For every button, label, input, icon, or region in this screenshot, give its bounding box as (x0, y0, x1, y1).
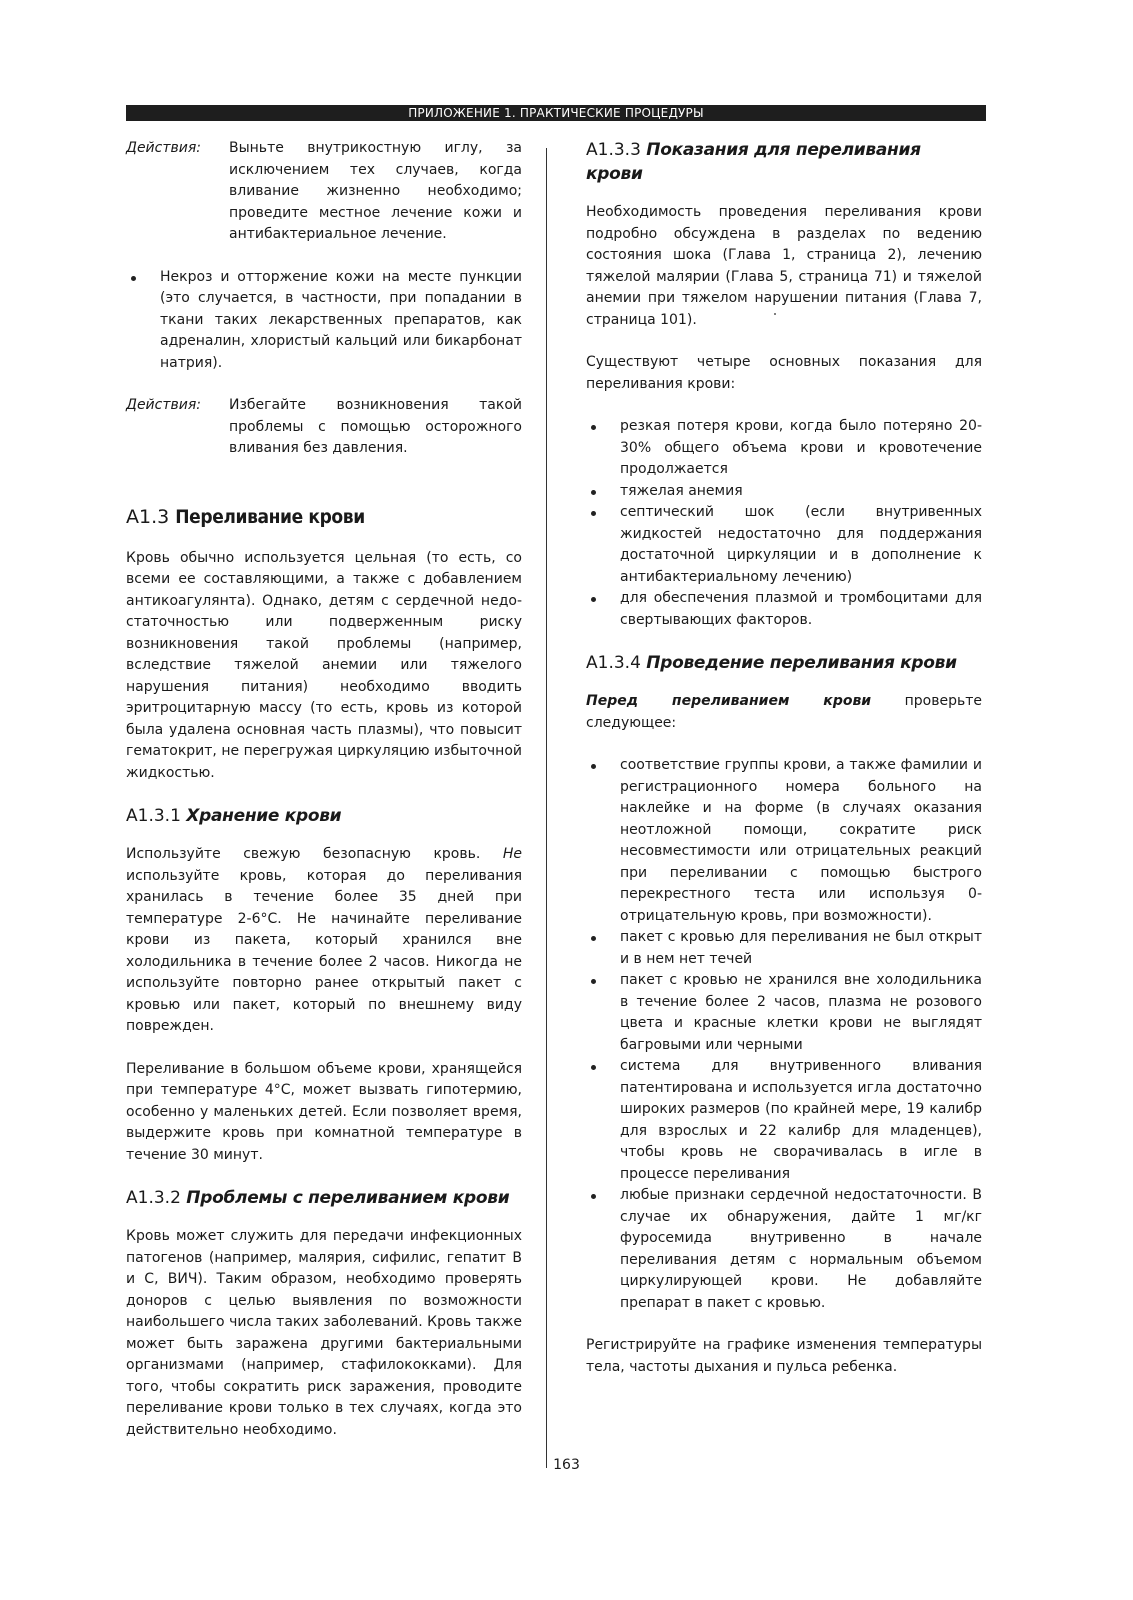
indications-list (586, 416, 982, 631)
running-header: ПРИЛОЖЕНИЕ 1. ПРАКТИЧЕСКИЕ ПРОЦЕДУРЫ (126, 105, 986, 121)
section-number: A1.3 (126, 505, 170, 528)
list-item: пакет с кровью не хранился вне холодильника в течение более 2 часов, плазма не розового цвета и красные клетки крови не выглядят багровыми или черными (586, 970, 982, 1056)
section-number: A1.3.1 (126, 806, 181, 826)
section-title: Хранение крови (186, 806, 342, 826)
section-heading-a133 (586, 138, 982, 186)
section-heading-a131 (126, 804, 522, 828)
paragraph: Регистрируйте на графике изменения температуры тела, частоты дыхания и пульса ребенка. (586, 1337, 982, 1375)
paragraph: Перед переливанием крови проверьте следующее: (586, 693, 982, 731)
paragraph: Переливание в большом объеме крови, хранящейся при температуре 4°С, может вызвать гипотермию, особенно у маленьких детей. Если позволяет время, выдержите кровь при комнатной температуре в течение 30 минут. (126, 1060, 522, 1163)
list-item: резкая потеря крови, когда было потеряно 20-30% общего объема крови и кровотечение продолжается (586, 416, 982, 481)
complication-list (126, 267, 522, 375)
section-number: A1.3.4 (586, 653, 641, 673)
list-item: тяжелая анемия (586, 481, 982, 503)
paragraph: Используйте свежую безопасную кровь. Не используйте кровь, которая до переливания хранилась в течение более 35 дней при температуре 2-6°С. Не начинайте переливание крови из пакета, который хранился вне холодильника в течение более 2 часов. Никогда не используйте повторно ранее открытый пакет с кровью или пакет, который по внешнему виду поврежден. (126, 846, 522, 1034)
paragraph: Существуют четыре основных показания для переливания крови: (586, 354, 982, 392)
section-title: Проблемы с переливанием крови (186, 1188, 510, 1208)
section-number: A1.3.2 (126, 1188, 181, 1208)
action-note-2 (126, 395, 522, 460)
paragraph: Необходимость проведения переливания крови подробно обсуждена в разделах по ведению состояния шока (Глава 1, страница 2), лечению тяжелой малярии (Глава 5, страница 71) и тяжелой анемии при тяжелом нарушении питания (Глава 7, страница 101). (586, 204, 982, 328)
column-divider (546, 148, 547, 1468)
left-column (126, 138, 522, 1441)
section-number: A1.3.3 (586, 140, 641, 160)
list-item: Некроз и отторжение кожи на месте пункции (это случается, в частности, при попадании в ткани таких лекарственных препаратов, как адреналин, хлористый кальций или бикарбонат натрия). (126, 267, 522, 375)
action-label: Действия: (126, 397, 201, 413)
paragraph: Кровь обычно используется цельная (то есть, со всеми ее составляющими, а также с добавлением антикоагулянта). Однако, детям с сердечной недо-статочностью или подверженным риску возникновения такой проблемы (например, вследствие тяжелой анемии или тяжелого нарушения питания) необходимо вводить эритроцитарную массу (то есть, кровь из которой была удалена основная часть плазмы), что повысит гематокрит, не перегружая циркуляцию избыточной жидкостью. (126, 549, 522, 781)
action-text: Выньте внутрикостную иглу, за исключением тех случаев, когда вливание жизненно необходимо; проведите местное лечение кожи и антибактериальное лечение. (229, 140, 522, 242)
list-item: любые признаки сердечной недостаточности. В случае их обнаружения, дайте 1 мг/кг фуросемида внутривенно в начале переливания детям с нормальным объемом циркулирующей крови. Не добавляйте препарат в пакет с кровью. (586, 1185, 982, 1314)
action-text: Избегайте возникновения такой проблемы с помощью осторожного вливания без давления. (229, 397, 522, 456)
checklist (586, 755, 982, 1314)
right-column (586, 138, 982, 1378)
action-note-1 (126, 138, 522, 246)
section-heading-a134 (586, 651, 982, 675)
list-item: соответствие группы крови, а также фамилии и регистрационного номера больного на наклейке и на форме (в случаях оказания неотложной помощи, сократите риск несовместимости или отрицательных реакций при переливании с помощью быстрого перекрестного теста или используя 0-отрицательную кровь, при возможности). (586, 755, 982, 927)
section-heading-a13 (126, 504, 522, 530)
section-heading-a132 (126, 1186, 522, 1210)
list-item: септический шок (если внутривенных жидкостей недостаточно для поддержания достаточной циркуляции и в дополнение к антибактериальному лечению) (586, 502, 982, 588)
section-title: Проведение переливания крови (646, 653, 957, 673)
section-title: Показания для переливания крови (586, 140, 921, 184)
list-item: для обеспечения плазмой и тромбоцитами для свертывающих факторов. (586, 588, 982, 631)
page-number: 163 (553, 1457, 580, 1473)
list-item: система для внутривенного вливания патентирована и используется игла достаточно широких размеров (по крайней мере, 19 калибр для взрослых и 22 калибр для младенцев), чтобы кровь не сворачивалась в игле в процессе переливания (586, 1056, 982, 1185)
section-title: Переливание крови (175, 505, 365, 528)
list-item: пакет с кровью для переливания не был открыт и в нем нет течей (586, 927, 982, 970)
paragraph: Кровь может служить для передачи инфекционных патогенов (например, малярия, сифилис, гепатит В и С, ВИЧ). Таким образом, необходимо проверять доноров с целью выявления по возможности наибольшего числа таких заболеваний. Кровь также может быть заражена другими бактериальными организмами (например, стафилококками). Для того, чтобы сократить риск заражения, проводите переливание крови только в тех случаях, когда это действительно необходимо. (126, 1228, 522, 1438)
action-label: Действия: (126, 140, 201, 156)
